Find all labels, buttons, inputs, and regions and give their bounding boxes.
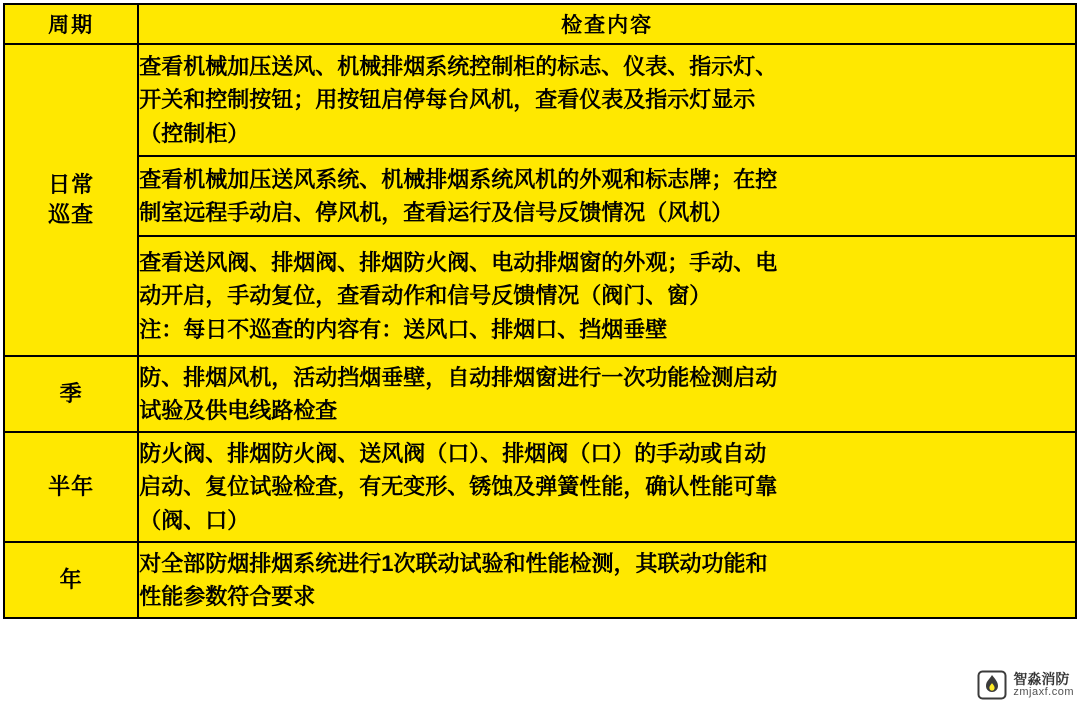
content-line: 性能参数符合要求 bbox=[139, 584, 316, 609]
watermark-text bbox=[1013, 672, 1074, 698]
content-line: 试验及供电线路检查 bbox=[139, 398, 338, 423]
content-line: 查看送风阀、排烟阀、排烟防火阀、电动排烟窗的外观；手动、电 bbox=[139, 249, 778, 275]
period-annual: 年 bbox=[4, 542, 138, 618]
content-line: 动开启，手动复位，查看动作和信号反馈情况（阀门、窗） bbox=[139, 283, 712, 309]
content-annual bbox=[138, 542, 1076, 618]
table-row bbox=[4, 236, 1076, 356]
table-header-row bbox=[4, 4, 1076, 44]
content-line: （阀、口） bbox=[139, 507, 250, 533]
content-daily-3 bbox=[138, 236, 1076, 356]
period-daily-line2: 巡查 bbox=[48, 202, 95, 227]
header-content: 检查内容 bbox=[138, 4, 1076, 44]
table-row bbox=[4, 44, 1076, 156]
watermark-name: 智淼消防 bbox=[1013, 670, 1070, 687]
period-daily-line1: 日常 bbox=[48, 172, 95, 198]
table-row bbox=[4, 542, 1076, 618]
content-daily-1 bbox=[138, 44, 1076, 156]
header-period: 周期 bbox=[4, 4, 138, 44]
watermark-url: zmjaxf.com bbox=[1013, 685, 1074, 698]
content-quarterly bbox=[138, 356, 1076, 432]
table-row bbox=[4, 432, 1076, 542]
table-row bbox=[4, 156, 1076, 236]
inspection-table bbox=[3, 3, 1077, 619]
content-line: 防火阀、排烟防火阀、送风阀（口）、排烟阀（口）的手动或自动 bbox=[139, 440, 767, 466]
content-semiannual bbox=[138, 432, 1076, 542]
flame-logo-icon bbox=[977, 670, 1007, 700]
document-page bbox=[0, 3, 1080, 702]
content-daily-2 bbox=[138, 156, 1076, 236]
content-line: 制室远程手动启、停风机，查看运行及信号反馈情况（风机） bbox=[139, 200, 734, 225]
content-line: 防、排烟风机，活动挡烟垂壁，自动排烟窗进行一次功能检测启动 bbox=[139, 364, 778, 390]
content-line: 开关和控制按钮；用按钮启停每台风机，查看仪表及指示灯显示 bbox=[139, 87, 756, 113]
table-row bbox=[4, 356, 1076, 432]
period-semiannual: 半年 bbox=[4, 432, 138, 542]
content-line: 查看机械加压送风、机械排烟系统控制柜的标志、仪表、指示灯、 bbox=[139, 53, 778, 79]
content-line: 注：每日不巡查的内容有：送风口、排烟口、挡烟垂壁 bbox=[139, 316, 668, 342]
period-quarterly: 季 bbox=[4, 356, 138, 432]
content-line: （控制柜） bbox=[139, 120, 250, 146]
content-line: 查看机械加压送风系统、机械排烟系统风机的外观和标志牌；在控 bbox=[139, 166, 778, 192]
watermark bbox=[977, 670, 1074, 700]
content-line: 对全部防烟排烟系统进行1次联动试验和性能检测，其联动功能和 bbox=[139, 550, 768, 576]
period-daily bbox=[4, 44, 138, 356]
content-line: 启动、复位试验检查，有无变形、锈蚀及弹簧性能，确认性能可靠 bbox=[139, 474, 778, 500]
